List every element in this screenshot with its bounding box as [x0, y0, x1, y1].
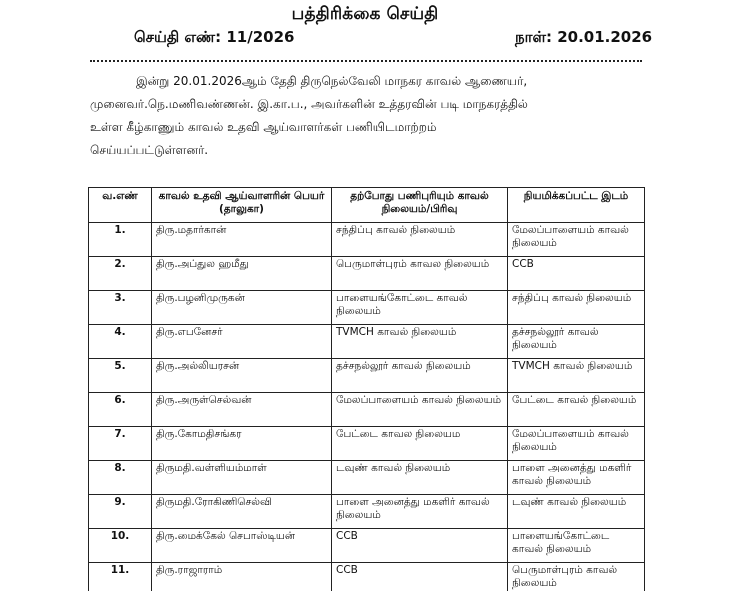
intro-line: உள்ள கீழ்காணும் காவல் உதவி ஆய்வாளர்கள் பணியிடமாற்றம்: [90, 120, 437, 134]
cell-posted-place: மேலப்பாளையம் காவல் நிலையம்: [508, 223, 645, 257]
cell-name: திரு.ராஜாராம்: [152, 563, 332, 591]
cell-posted-place: சந்திப்பு காவல் நிலையம்: [508, 291, 645, 325]
cell-sno: 6.: [89, 393, 152, 427]
table-row: [89, 359, 645, 393]
table-row: [89, 223, 645, 257]
table-row: [89, 393, 645, 427]
cell-posted-place: பாளை அனைத்து மகளிர் காவல் நிலையம்: [508, 461, 645, 495]
cell-current-station: பாளை அனைத்து மகளிர் காவல் நிலையம்: [332, 495, 508, 529]
cell-sno: 5.: [89, 359, 152, 393]
table-row: [89, 257, 645, 291]
cell-current-station: CCB: [332, 529, 508, 563]
cell-current-station: பாளையங்கோட்டை காவல் நிலையம்: [332, 291, 508, 325]
cell-posted-place: டவுண் காவல் நிலையம்: [508, 495, 645, 529]
cell-sno: 7.: [89, 427, 152, 461]
cell-name: திரு.பழனிமுருகன்: [152, 291, 332, 325]
intro-line: செய்யப்பட்டுள்ளனர்.: [90, 143, 209, 157]
table-row: [89, 495, 645, 529]
table-row: [89, 529, 645, 563]
news-date: நாள்: 20.01.2026: [515, 28, 653, 46]
header-posted-place: நியமிக்கப்பட்ட இடம்: [508, 188, 645, 223]
cell-sno: 9.: [89, 495, 152, 529]
cell-current-station: CCB: [332, 563, 508, 591]
page-title: பத்திரிக்கை செய்தி: [291, 4, 439, 24]
intro-paragraph: [90, 70, 642, 162]
cell-current-station: மேலப்பாளையம் காவல் நிலையம்: [332, 393, 508, 427]
cell-current-station: சந்திப்பு காவல் நிலையம்: [332, 223, 508, 257]
cell-name: திரு.எபனேசர்: [152, 325, 332, 359]
cell-current-station: டவுண் காவல் நிலையம்: [332, 461, 508, 495]
cell-sno: 11.: [89, 563, 152, 591]
news-number: செய்தி எண்: 11/2026: [134, 28, 295, 46]
cell-sno: 1.: [89, 223, 152, 257]
header-sno: வ.எண்: [89, 188, 152, 223]
cell-name: திரு.அப்துல ஹமீது: [152, 257, 332, 291]
cell-current-station: பேட்டை காவல நிலையம: [332, 427, 508, 461]
table-row: [89, 427, 645, 461]
cell-name: திருமதி.வள்ளியம்மாள்: [152, 461, 332, 495]
cell-sno: 3.: [89, 291, 152, 325]
header-name: காவல் உதவி ஆய்வாளரின் பெயர் (தாலுகா): [152, 188, 332, 223]
cell-posted-place: CCB: [508, 257, 645, 291]
cell-posted-place: தச்சநல்லூர் காவல் நிலையம்: [508, 325, 645, 359]
cell-current-station: தச்சநல்லூர் காவல் நிலையம்: [332, 359, 508, 393]
dotted-divider: [90, 60, 642, 62]
cell-posted-place: பெருமாள்புரம் காவல் நிலையம்: [508, 563, 645, 591]
cell-name: திரு.கோமதிசங்கர: [152, 427, 332, 461]
cell-sno: 10.: [89, 529, 152, 563]
cell-name: திரு.அருள்செல்வன்: [152, 393, 332, 427]
cell-name: திருமதி.ரோகிணிசெல்வி: [152, 495, 332, 529]
table-row: [89, 325, 645, 359]
table-row: [89, 291, 645, 325]
intro-line: முனைவர்.நெ.மணிவண்ணன். இ.கா.ப., அவர்களின் உத்தரவின் படி மாநகரத்தில்: [90, 97, 528, 111]
header-current-station: தற்போது பணிபுரியும் காவல் நிலையம்/பிரிவு: [332, 188, 508, 223]
transfer-table: [88, 187, 645, 591]
cell-name: திரு.மதார்கான்: [152, 223, 332, 257]
cell-posted-place: மேலப்பாளையம் காவல் நிலையம்: [508, 427, 645, 461]
cell-current-station: பெருமாள்புரம் காவல நிலையம்: [332, 257, 508, 291]
cell-sno: 8.: [89, 461, 152, 495]
cell-current-station: TVMCH காவல் நிலையம்: [332, 325, 508, 359]
cell-posted-place: TVMCH காவல் நிலையம்: [508, 359, 645, 393]
cell-sno: 2.: [89, 257, 152, 291]
table-row: [89, 461, 645, 495]
intro-line: இன்று 20.01.2026ஆம் தேதி திருநெல்வேலி மாநகர காவல் ஆணையர்,: [136, 74, 528, 88]
cell-sno: 4.: [89, 325, 152, 359]
cell-posted-place: பாளையங்கோட்டை காவல் நிலையம்: [508, 529, 645, 563]
cell-posted-place: பேட்டை காவல் நிலையம்: [508, 393, 645, 427]
table-header-row: [89, 188, 645, 223]
cell-name: திரு.மைக்கேல் செபாஸ்டியன்: [152, 529, 332, 563]
table-row: [89, 563, 645, 591]
cell-name: திரு.அல்லியரசன்: [152, 359, 332, 393]
